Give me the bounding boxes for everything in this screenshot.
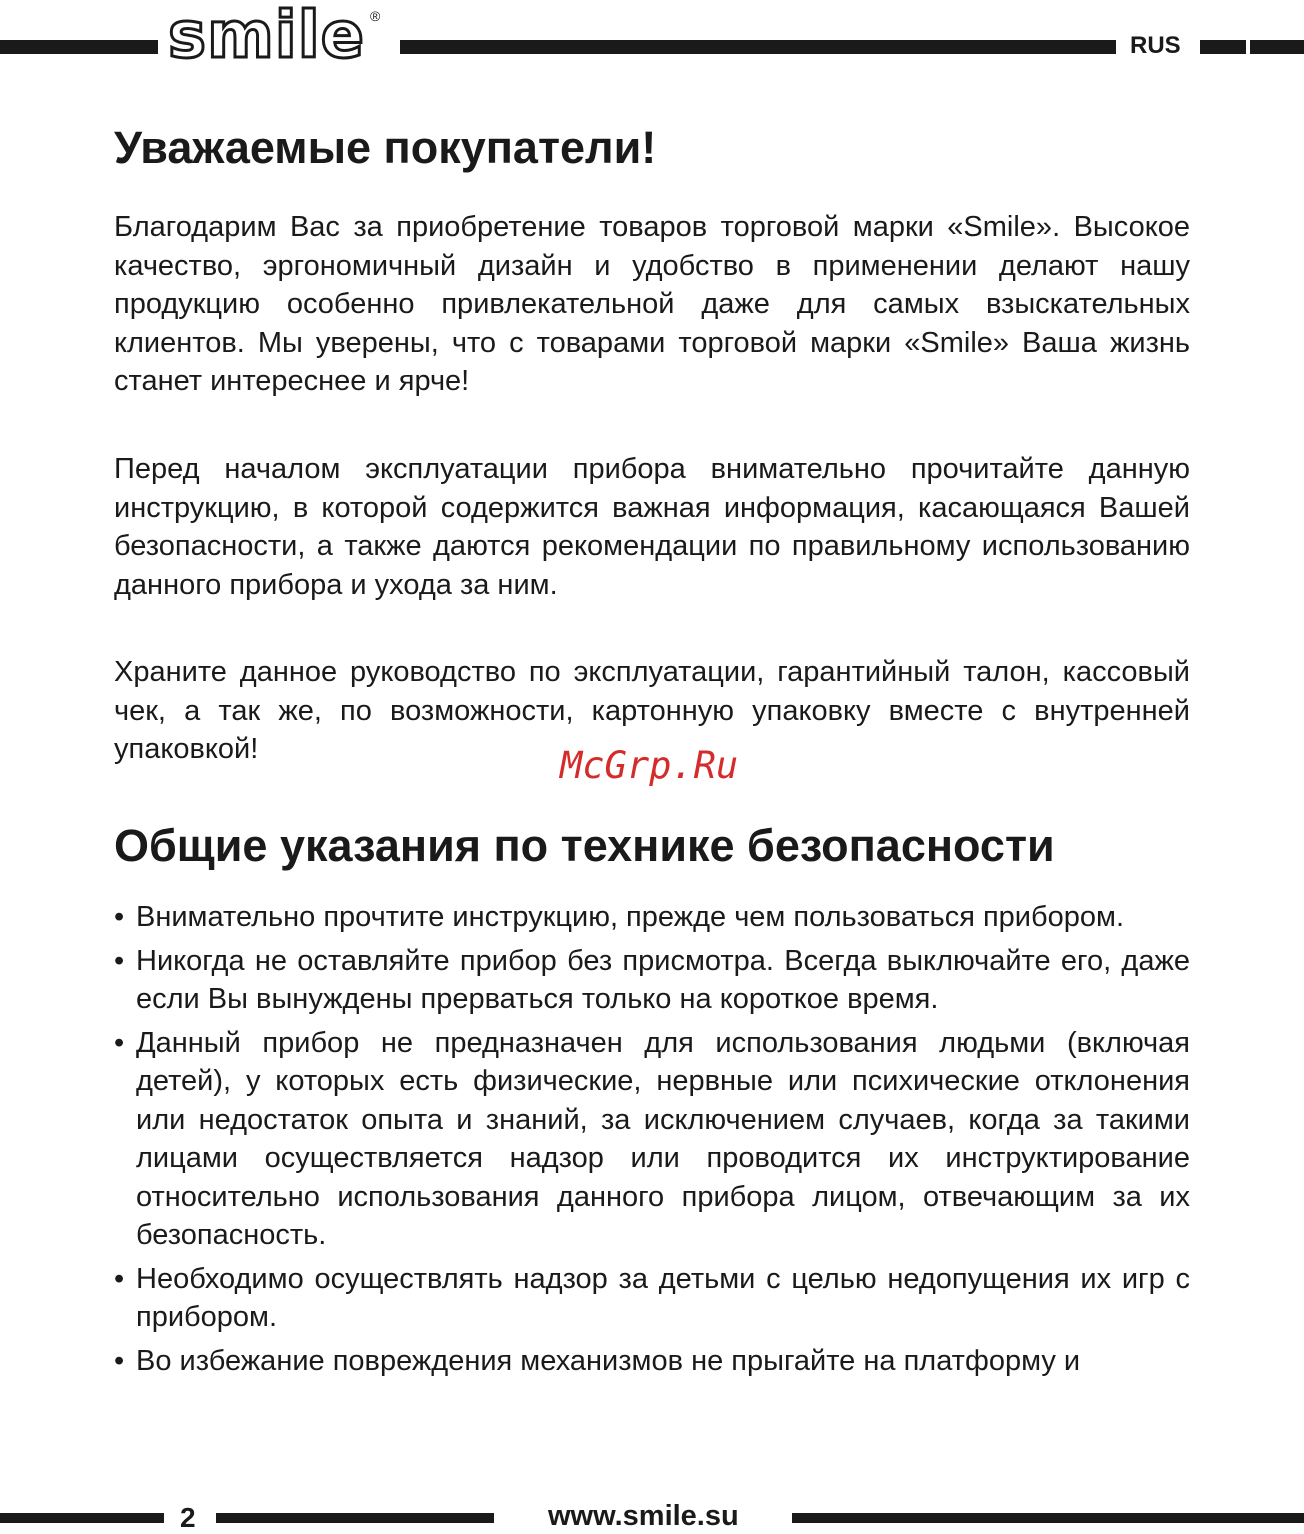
greeting-title: Уважаемые покупатели! (114, 122, 657, 173)
greeting-paragraph-2 (114, 450, 1190, 604)
list-item: • Внимательно прочтите инструкцию, прежде чем пользоваться прибором. (114, 898, 1190, 937)
list-item: • Никогда не оставляйте прибор без присмотра. Всегда выключайте его, даже если Вы вынуждены прерваться только на короткое время. (114, 942, 1190, 1019)
safety-title: Общие указания по технике безопасности (114, 820, 1055, 871)
paragraph-text: Перед началом эксплуатации прибора внимательно прочитайте данную инструкцию, в которой содержится важная информация, касающаяся Вашей безопасности, а также даются рекомендации по правильному использованию данного прибора и ухода за ним. (114, 453, 1190, 601)
page-number: 2 (180, 1502, 196, 1533)
greeting-paragraph-1 (114, 208, 1190, 401)
language-label: RUS (1130, 32, 1181, 59)
list-item: • Во избежание повреждения механизмов не прыгайте на платформу и (114, 1342, 1190, 1381)
paragraph-text: Благодарим Вас за приобретение товаров торговой марки «Smile». Высокое качество, эргономичный дизайн и удобство в применении делают нашу продукцию особенно привлекательной даже для самых взыскательных клиентов. Мы уверены, что с товарами торговой марки «Smile» Ваша жизнь станет интереснее и ярче! (114, 211, 1190, 397)
header-rule-right-2 (1250, 40, 1304, 54)
paragraph-text: Храните данное руководство по эксплуатации, гарантийный талон, кассовый чек, а так же, по возможности, картонную упаковку вместе с внутренней упаковкой! (114, 656, 1190, 765)
safety-section (114, 820, 1190, 872)
website-link[interactable]: www.smile.su (548, 1500, 739, 1532)
registered-mark: ® (370, 8, 381, 24)
brand-logo: smile (168, 0, 366, 73)
safety-list (114, 898, 1190, 1380)
header-rule-left (0, 40, 158, 54)
safety-list-wrapper (114, 898, 1190, 1385)
list-item: • Необходимо осуществлять надзор за детьми с целью недопущения их игр с прибором. (114, 1260, 1190, 1337)
header-rule-center (400, 40, 1116, 54)
footer-rule-right (792, 1513, 1304, 1523)
footer-rule-center (216, 1513, 494, 1523)
watermark: McGrp.Ru (560, 744, 739, 787)
footer-rule-left (0, 1513, 164, 1523)
list-item: • Данный прибор не предназначен для использования людьми (включая детей), у которых есть физические, нервные или психические отклонения или недостаток опыта и знаний, за исключением случаев, когда за такими лицами осуществляется надзор или проводится их инструктирование относительно использования данного прибора лицом, отвечающим за их безопасность. (114, 1024, 1190, 1255)
greeting-section (114, 122, 1190, 174)
header-rule-right-1 (1200, 40, 1246, 54)
